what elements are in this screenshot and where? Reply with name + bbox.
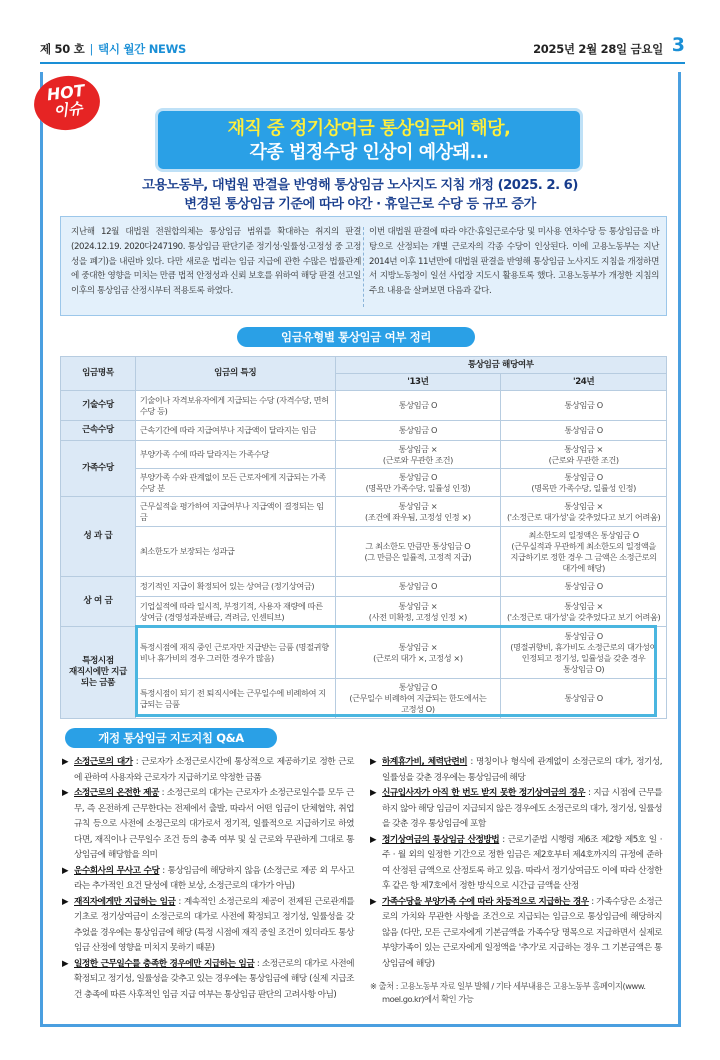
row-2013: 통상임금 O (근무일수 비례하여 지급되는 한도에서는 고정성 O) <box>335 679 501 719</box>
row-2024: 통상임금 O <box>501 577 667 597</box>
qa-item: ▶ 재직자에게만 지급하는 임금 : 계속적인 소정근로의 제공이 전제된 근로관계를 기초로 정기상여금이 소정근로의 대가로 사전에 확정되고 정기성, 일률성을 갖추었을 경우에는 통상임금에 해당 (특정 시점에 재직 중일 조건이 있더라도 통상임금 산정에 영향을 미치지 못하기 때문) <box>62 896 354 953</box>
row-category: 성 과 급 <box>61 497 136 577</box>
row-2013: 통상임금 × (근로의 대가 ×, 고정성 ×) <box>335 627 501 679</box>
intro-divider <box>363 227 364 307</box>
table-row <box>61 679 667 719</box>
headline-box <box>155 108 583 172</box>
qa-right-column <box>370 755 662 1006</box>
row-2024: 통상임금 O <box>501 679 667 719</box>
intro-left-text: 지난해 12월 대법원 전원합의체는 통상임금 범위를 확대하는 취지의 판결(2024.12.19. 2020다247190. 통상임금 판단기준 정기성·일률성·고정성 중 고정성을 폐기)을 내린바 있다. 다만 새로운 법리는 임금 지급에 관한 수많은 법률관계에 중대한 영향을 미치는 만큼 법적 안정성과 신뢰 보호를 위하여 해당 판결 선고일 이후의 통상임금 산정시부터 적용토록 하였다. <box>71 227 361 297</box>
qa-item: ▶ 소정근로의 대가 : 근로자가 소정근로시간에 통상적으로 제공하기로 정한 근로에 관하여 사용자와 근로자가 지급하기로 약정한 금품 <box>62 757 354 783</box>
issue-number: 제 50 호 <box>40 42 85 56</box>
triangle-bullet-icon: ▶ <box>62 757 69 767</box>
qa-item: ▶ 소정근로의 온전한 제공 : 소정근로의 대가는 근로자가 소정근로일수를 모두 근무, 즉 온전하게 근무한다는 전제에서 출발, 따라서 어떤 임금이 단체협약, 취업규칙 등으로 사전에 소정근로의 대가로서 정기적, 일률적으로 지급하기로 하였다면, 재직이나 근무일수 조건 등의 충족 여부 및 실 근로와 무관하게 그대로 통상임금에 해당함을 의미 <box>62 788 354 860</box>
qa-left-column <box>62 755 354 1003</box>
row-2013: 통상임금 × (사전 미확정, 고정성 인정 ×) <box>335 597 501 627</box>
qa-item: ▶ 일정한 근무일수를 충족한 경우에만 지급하는 임금 : 소정근로의 대가로 사전에 확정되고 정기성, 일률성을 갖추고 있는 경우에는 통상임금에 해당 (실제 지급조건 충족에 따른 사후적인 임금 지급 여부는 통상임금 판단의 고려사항 아님) <box>62 958 354 1000</box>
headline-line1: 재직 중 정기상여금 통상임금에 해당, <box>227 118 511 139</box>
row-2024: 통상임금 O <box>501 421 667 441</box>
source-note: ※ 출처 : 고용노동부 자료 일부 발췌 / 기타 세부내용은 고용노동부 홈페이지(www. moel.go.kr)에서 확인 가능 <box>370 981 646 1004</box>
row-feature: 특정시점이 되기 전 퇴직시에는 근무일수에 비례하여 지급되는 금품 <box>135 679 335 719</box>
hot-badge-line2: 이슈 <box>52 99 84 121</box>
header-group: 통상임금 해당여부 <box>335 357 666 374</box>
row-feature: 기업실적에 따라 일시적, 부정기적, 사용자 재량에 따른 상여금 (경영성과분배금, 격려금, 인센티브) <box>135 597 335 627</box>
header-item: 임금명목 <box>61 357 136 391</box>
row-2024: 통상임금 O (명목만 가족수당, 일률성 인정) <box>501 469 667 497</box>
row-feature: 최소한도가 보장되는 성과급 <box>135 527 335 577</box>
row-2024: 통상임금 O <box>501 391 667 421</box>
row-2024: 통상임금 × ('소정근로 대가성'을 갖추었다고 보기 어려움) <box>501 597 667 627</box>
row-2013: 통상임금 × (근로와 무관한 조건) <box>335 441 501 469</box>
row-feature: 특정시점에 재직 중인 근로자만 지급받는 금품 (명절귀향비나 휴가비의 경우 그러한 경우가 많음) <box>135 627 335 679</box>
row-category: 근속수당 <box>61 421 136 441</box>
row-2013: 그 최소한도 만큼만 통상임금 O (그 만큼은 일률적, 고정적 지급) <box>335 527 501 577</box>
row-2013: 통상임금 O <box>335 421 501 441</box>
page-number: 3 <box>671 34 685 56</box>
row-category: 상 여 금 <box>61 577 136 627</box>
table-row <box>61 469 667 497</box>
row-2013: 통상임금 × (조건에 좌우됨, 고정성 인정 ×) <box>335 497 501 527</box>
row-category: 특정시점 재직시에만 지급 되는 금품 <box>61 627 136 719</box>
publication-name: 택시 월간 <box>98 42 145 56</box>
table-row <box>61 441 667 469</box>
table-row <box>61 527 667 577</box>
intro-box <box>60 216 667 316</box>
headline-line2: 각종 법정수당 인상이 예상돼... <box>249 142 489 163</box>
row-2024: 최소한도의 일정액은 통상임금 O (근무실적과 무관하게 최소한도의 일정액을 지급하기로 정한 경우 그 금액은 소정근로의 대가에 해당) <box>501 527 667 577</box>
intro-right-text: 이번 대법원 판결에 따라 야간·휴일근로수당 및 미사용 연차수당 등 통상임금을 바탕으로 산정되는 개별 근로자의 각종 수당이 인상된다. 이에 고용노동부는 지난 2014년 이후 11년만에 대법원 판결을 반영해 통상임금 노사지도 지침을 개정하면서 지방노동청이 일선 사업장 지도시 활용토록 했다. 고용노동부가 개정한 지침의 주요 내용을 살펴보면 다음과 같다. <box>369 227 659 297</box>
table-section-title: 임금유형별 통상임금 여부 정리 <box>237 327 475 347</box>
header-feature: 임금의 특징 <box>135 357 335 391</box>
triangle-bullet-icon: ▶ <box>62 896 69 907</box>
table-row <box>61 421 667 441</box>
header-2013: '13년 <box>335 374 501 391</box>
page-header <box>40 36 685 62</box>
triangle-bullet-icon: ▶ <box>62 788 69 798</box>
subheadline-line1: 고용노동부, 대법원 판결을 반영해 통상임금 노사지도 지침 개정 (2025. 2. 6) <box>142 178 578 193</box>
qa-item: ▶ 하계휴가비, 체력단련비 : 명칭이나 형식에 관계없이 소정근로의 대가, 정기성, 일률성을 갖춘 경우에는 통상임금에 해당 <box>370 757 663 783</box>
triangle-bullet-icon: ▶ <box>370 834 377 845</box>
qa-item: ▶ 정기상여금의 통상임금 산정방법 : 근로기준법 시행령 제6조 제2항 제5호 일 · 주 · 월 외의 일정한 기간으로 정한 임금은 제2호부터 제4호까지의 규정에 준하여 산정된 금액으로 산정토록 하고 있음. 따라서 정기상여금도 이에 따라 산정한 후 같은 항 제7호에서 정한 방식으로 시간급 금액을 산정 <box>370 834 662 891</box>
qa-item: ▶ 신규입사자가 아직 한 번도 받지 못한 정기상여금의 경우 : 지급 시점에 근무를 하지 않아 해당 임금이 지급되지 않은 경우에도 소정근로의 대가, 정기성, 일률성을 갖춘 경우 통상임금에 포함 <box>370 788 662 829</box>
qa-section-title: 개정 통상임금 지도지침 Q&A <box>65 728 277 748</box>
row-category: 기술수당 <box>61 391 136 421</box>
row-feature: 정기적인 지급이 확정되어 있는 상여금 (정기상여금) <box>135 577 335 597</box>
qa-item: ▶ 운수회사의 무사고 수당 : 통상임금에 해당하지 않음 (소정근로 제공 외 무사고라는 추가적인 요건 달성에 대한 보상, 소정근로의 대가가 아님) <box>62 865 354 891</box>
row-2013: 통상임금 O <box>335 577 501 597</box>
row-2024: 통상임금 × (근로와 무관한 조건) <box>501 441 667 469</box>
subheadline-line2: 변경된 통상임금 기준에 따라 야간 · 휴일근로 수당 등 규모 증가 <box>184 197 536 212</box>
issue-date: 2025년 2월 28일 금요일 <box>533 42 663 56</box>
qa-item: ▶ 가족수당을 부양가족 수에 따라 차등적으로 지급하는 경우 : 가족수당은 소정근로의 가치와 무관한 사항을 조건으로 지급되는 임금으로 통상임금에 해당하지 않음 (다만, 모든 근로자에게 기본금액을 가족수당 명목으로 지급하면서 실제로 부양가족이 있는 근로자에게 일정액을 '추가'로 지급하는 경우 그 기본금액은 통상임금에 해당) <box>370 896 662 969</box>
hot-badge-line1: HOT <box>45 80 86 105</box>
triangle-bullet-icon: ▶ <box>62 958 69 969</box>
news-label: NEWS <box>148 42 186 56</box>
row-feature: 부양가족 수와 관계없이 모든 근로자에게 지급되는 가족수당 분 <box>135 469 335 497</box>
row-feature: 기술이나 자격보유자에게 지급되는 수당 (자격수당, 면허수당 등) <box>135 391 335 421</box>
row-feature: 근무실적을 평가하여 지급여부나 지급액이 결정되는 임금 <box>135 497 335 527</box>
triangle-bullet-icon: ▶ <box>370 896 377 907</box>
table-row <box>61 597 667 627</box>
row-category: 가족수당 <box>61 441 136 497</box>
table-row <box>61 497 667 527</box>
row-2013: 통상임금 O <box>335 391 501 421</box>
wage-type-table <box>60 356 667 719</box>
triangle-bullet-icon: ▶ <box>62 865 69 876</box>
row-2024: 통상임금 × ('소정근로 대가성'을 갖추었다고 보기 어려움) <box>501 497 667 527</box>
header-2024: '24년 <box>501 374 667 391</box>
triangle-bullet-icon: ▶ <box>370 757 377 767</box>
table-row <box>61 577 667 597</box>
row-2024: 통상임금 O (명절귀향비, 휴가비도 소정근로의 대가성이 인정되고 정기성, 일률성을 갖춘 경우 통상임금 O) <box>501 627 667 679</box>
row-feature: 근속기간에 따라 지급여부나 지급액이 달라지는 임금 <box>135 421 335 441</box>
table-row <box>61 391 667 421</box>
subheadline <box>60 176 660 214</box>
row-feature: 부양가족 수에 따라 달라지는 가족수당 <box>135 441 335 469</box>
issue-info: 제 50 호 | 택시 월간 NEWS <box>40 42 186 56</box>
triangle-bullet-icon: ▶ <box>370 788 377 798</box>
table-row <box>61 627 667 679</box>
header-divider <box>40 62 685 64</box>
row-2013: 통상임금 O (명목만 가족수당, 일률성 인정) <box>335 469 501 497</box>
